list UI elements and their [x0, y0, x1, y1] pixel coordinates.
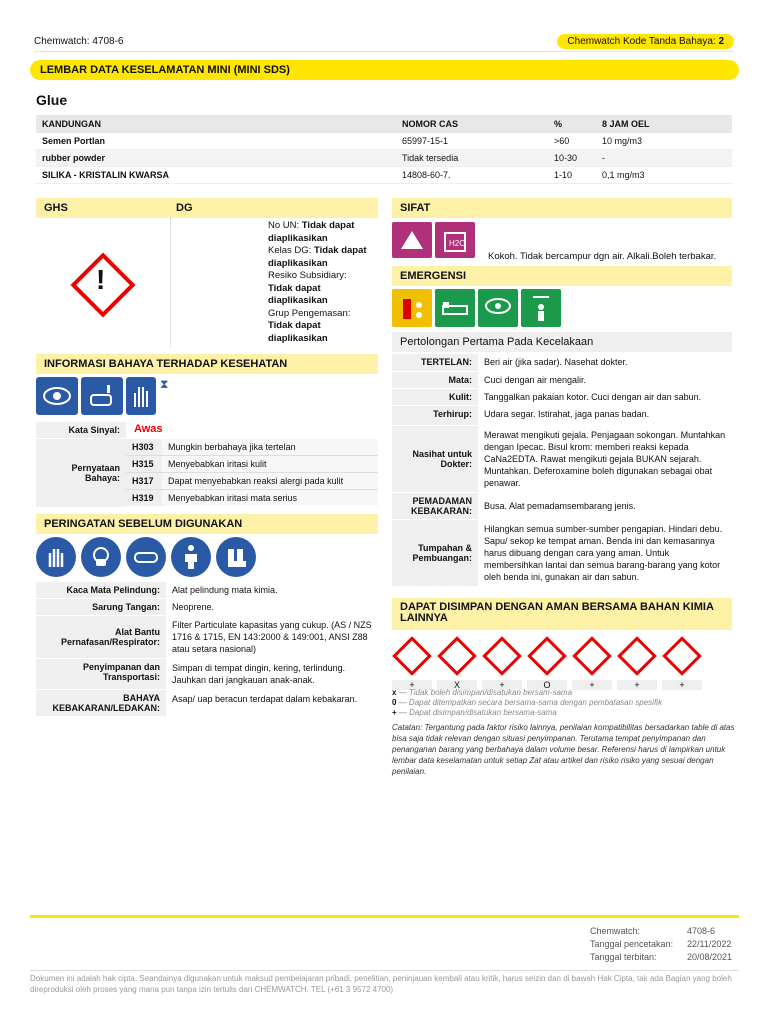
- doc-id: Chemwatch: 4708-6: [34, 36, 124, 47]
- goggles-icon: [126, 537, 166, 577]
- flammable-pictogram: +: [392, 636, 432, 690]
- corrosion-icon: [662, 636, 702, 676]
- exclamation-icon: !: [96, 264, 106, 295]
- toxic-pictogram: +: [482, 636, 522, 690]
- skin-irritant-icon: [81, 377, 123, 415]
- flame-over-circle-icon: [527, 636, 567, 676]
- gloves-icon: [36, 537, 76, 577]
- gas-cylinder-pictogram: X: [437, 636, 477, 690]
- corrosive-pictogram: +: [662, 636, 702, 690]
- eye-irritant-icon: [36, 377, 78, 415]
- first-aid-table: TERTELAN: Beri air (jika sadar). Nasehat dokter. Mata: Cuci dengan air mengalir. Kulit: Tanggalkan pakaian kotor. Cuci dengan air dan sabun. Terhirup: Udara segar. Istirahat, jaga panas badan. Nasihat untuk Dokter: Merawat mengikuti gejala. Penjagaan sokongan. Muntahkan dengan Ipecac. Bisul krom: memberi reaksi kepada CaNa2EDTA. Rawat mengikuti gejala BUKAN sejarah. Muntahkan. Deferoxamine boleh digunakan sebagai obat penawar. PEMADAMAN KEBAKARAN: Busa. Alat pemadamsembarang jenis. Tumpahan & Pembuangan: Hilangkan semua sumber-sumber pengapian. Hindari debu. Sapu/ sekop ke tempat aman. Benda ini dan kemasannya harus dibuang dengan cara yang aman. Untuk membersihkan lantai dan semua barang-barang yang kotor oleh benda ini, gunakan air dan sabun.: [392, 354, 732, 587]
- safety-shower-icon: [521, 289, 561, 327]
- sifat-text: Kokoh. Tidak bercampur dgn air. Alkali.Boleh terbakar.: [488, 251, 717, 262]
- boots-icon: [216, 537, 256, 577]
- divider: [170, 218, 171, 348]
- page-title: LEMBAR DATA KESELAMATAN MINI (MINI SDS): [30, 60, 739, 80]
- health-icons: [36, 377, 168, 415]
- fire-extinguisher-icon: [392, 289, 432, 327]
- col-header: NOMOR CAS: [396, 115, 548, 133]
- col-header: 8 JAM OEL: [596, 115, 732, 133]
- respirator-icon: [81, 537, 121, 577]
- table-row: Semen Portlan 65997-15-1 >60 10 mg/m3: [36, 133, 732, 150]
- col-header: %: [548, 115, 596, 133]
- product-name: Glue: [36, 92, 68, 108]
- sifat-icons: [392, 222, 478, 258]
- health-header: INFORMASI BAHAYA TERHADAP KESEHATAN: [36, 354, 378, 374]
- storage-header: DAPAT DISIMPAN DENGAN AMAN BERSAMA BAHAN KIMIA LAINNYA: [392, 598, 732, 630]
- rest-bed-icon: [435, 289, 475, 327]
- copyright-notice: Dokumen ini adalah hak cipta. Seandainya digunakan untuk maksud pembelajaran pribadi, penelitian, peninjauan kembali atau kritik, harus seizin dan di bawah Hak Cipta, tak ada Bagian yang boleh direproduksi oleh proses yang mana pun tanpa izin tertulis dari CHEMWATCH. TEL (+61 3 9572 4700): [30, 970, 739, 995]
- svg-text:H2O: H2O: [449, 239, 466, 248]
- composition-table: [36, 115, 732, 184]
- oxidizer-pictogram: O: [527, 636, 567, 690]
- footer-line: [30, 915, 739, 918]
- solid-powder-icon: [392, 222, 432, 258]
- gas-cylinder-icon: [437, 636, 477, 676]
- dg-info: No UN: Tidak dapat diaplikasikan Kelas DG: Tidak dapat diaplikasikan Resiko Subsidiary: Tidak dapat diaplikasikan Grup Pengemasan: Tidak dapat diaplikasikan: [268, 220, 367, 344]
- precautions-header: PERINGATAN SEBELUM DIGUNAKAN: [36, 514, 378, 534]
- top-header: [34, 32, 734, 52]
- table-row: rubber powder Tidak tersedia 10-30 -: [36, 150, 732, 167]
- skull-icon: [482, 636, 522, 676]
- storage-pictograms: [392, 636, 707, 690]
- emergency-icons: [392, 289, 564, 327]
- exclamation-icon: [617, 636, 657, 676]
- footer-meta: Chemwatch: 4708-6 Tanggal pencetakan: 22/11/2022 Tanggal terbitan: 20/08/2021: [590, 926, 733, 962]
- sifat-header: SIFAT: [392, 198, 732, 218]
- signal-block: Kata Sinyal: Awas Pernyataan Bahaya: H303 Mungkin berbahaya jika tertelan H315 Menyebabkan iritasi kulit H317 Dapat menyebabkan reaksi alergi pada kulit H319 Menyebabkan iritasi mata serius: [36, 422, 378, 508]
- emergensi-header: EMERGENSI: [392, 266, 732, 286]
- protective-suit-icon: [171, 537, 211, 577]
- hand-allergy-icon: [126, 377, 156, 415]
- storage-legend: x — Tidak boleh disimpan/disatukan bersam-sama 0 — Dapat ditempatkan secara bersama-sama dengan pembatasan spesifik + — Dapat disimpan/disatukan bersama-sama: [392, 688, 662, 717]
- irritant-pictogram: +: [617, 636, 657, 690]
- hazard-code-badge: Chemwatch Kode Tanda Bahaya: 2: [557, 34, 734, 49]
- precaution-table: Kaca Mata Pelindung: Alat pelindung mata kimia. Sarung Tangan: Neoprene. Alat Bantu Pernafasan/Respirator: Filter Particulate kapasitas yang cukup. (AS / NZS 1716 & 1715, EN 143:2000 & 149:001, ANSI Z88 atau setara nasional) Penyimpanan dan Transportasi: Simpan di tempat dingin, kering, terlindung. Jauhkan dari jangkauan anak-anak. BAHAYA KEBAKARAN/LEDAKAN: Asap/ uap beracun terdapat dalam kebakaran.: [36, 582, 378, 717]
- flame-icon: [392, 636, 432, 676]
- first-aid-header: Pertolongan Pertama Pada Kecelakaan: [392, 332, 732, 352]
- storage-note: Catatan: Tergantung pada faktor risiko lainnya, penilaian kompatibilitas bersadarkan table di atas bisa saja tidak relevan dengan situasi penyimpanan. Terutama tempat penyimpanan dan penanganan barang yang berbahaya dalam volume besar. Referensi harus di lampirkan untuk lembar data keselamatan untuk setiap Zat atau artikel dan risiko risiko yang sesuai dengan penilaian.: [392, 723, 735, 776]
- health-hazard-pictogram: +: [572, 636, 612, 690]
- ghs-dg-header: GHS DG: [36, 198, 378, 218]
- col-header: KANDUNGAN: [36, 115, 396, 133]
- hourglass-icon: ⧗: [160, 377, 169, 391]
- water-insoluble-icon: [435, 222, 475, 258]
- health-hazard-icon: [572, 636, 612, 676]
- eye-wash-icon: [478, 289, 518, 327]
- table-row: SILIKA - KRISTALIN KWARSA 14808-60-7. 1-10 0,1 mg/m3: [36, 167, 732, 184]
- ppe-icons: [36, 537, 261, 577]
